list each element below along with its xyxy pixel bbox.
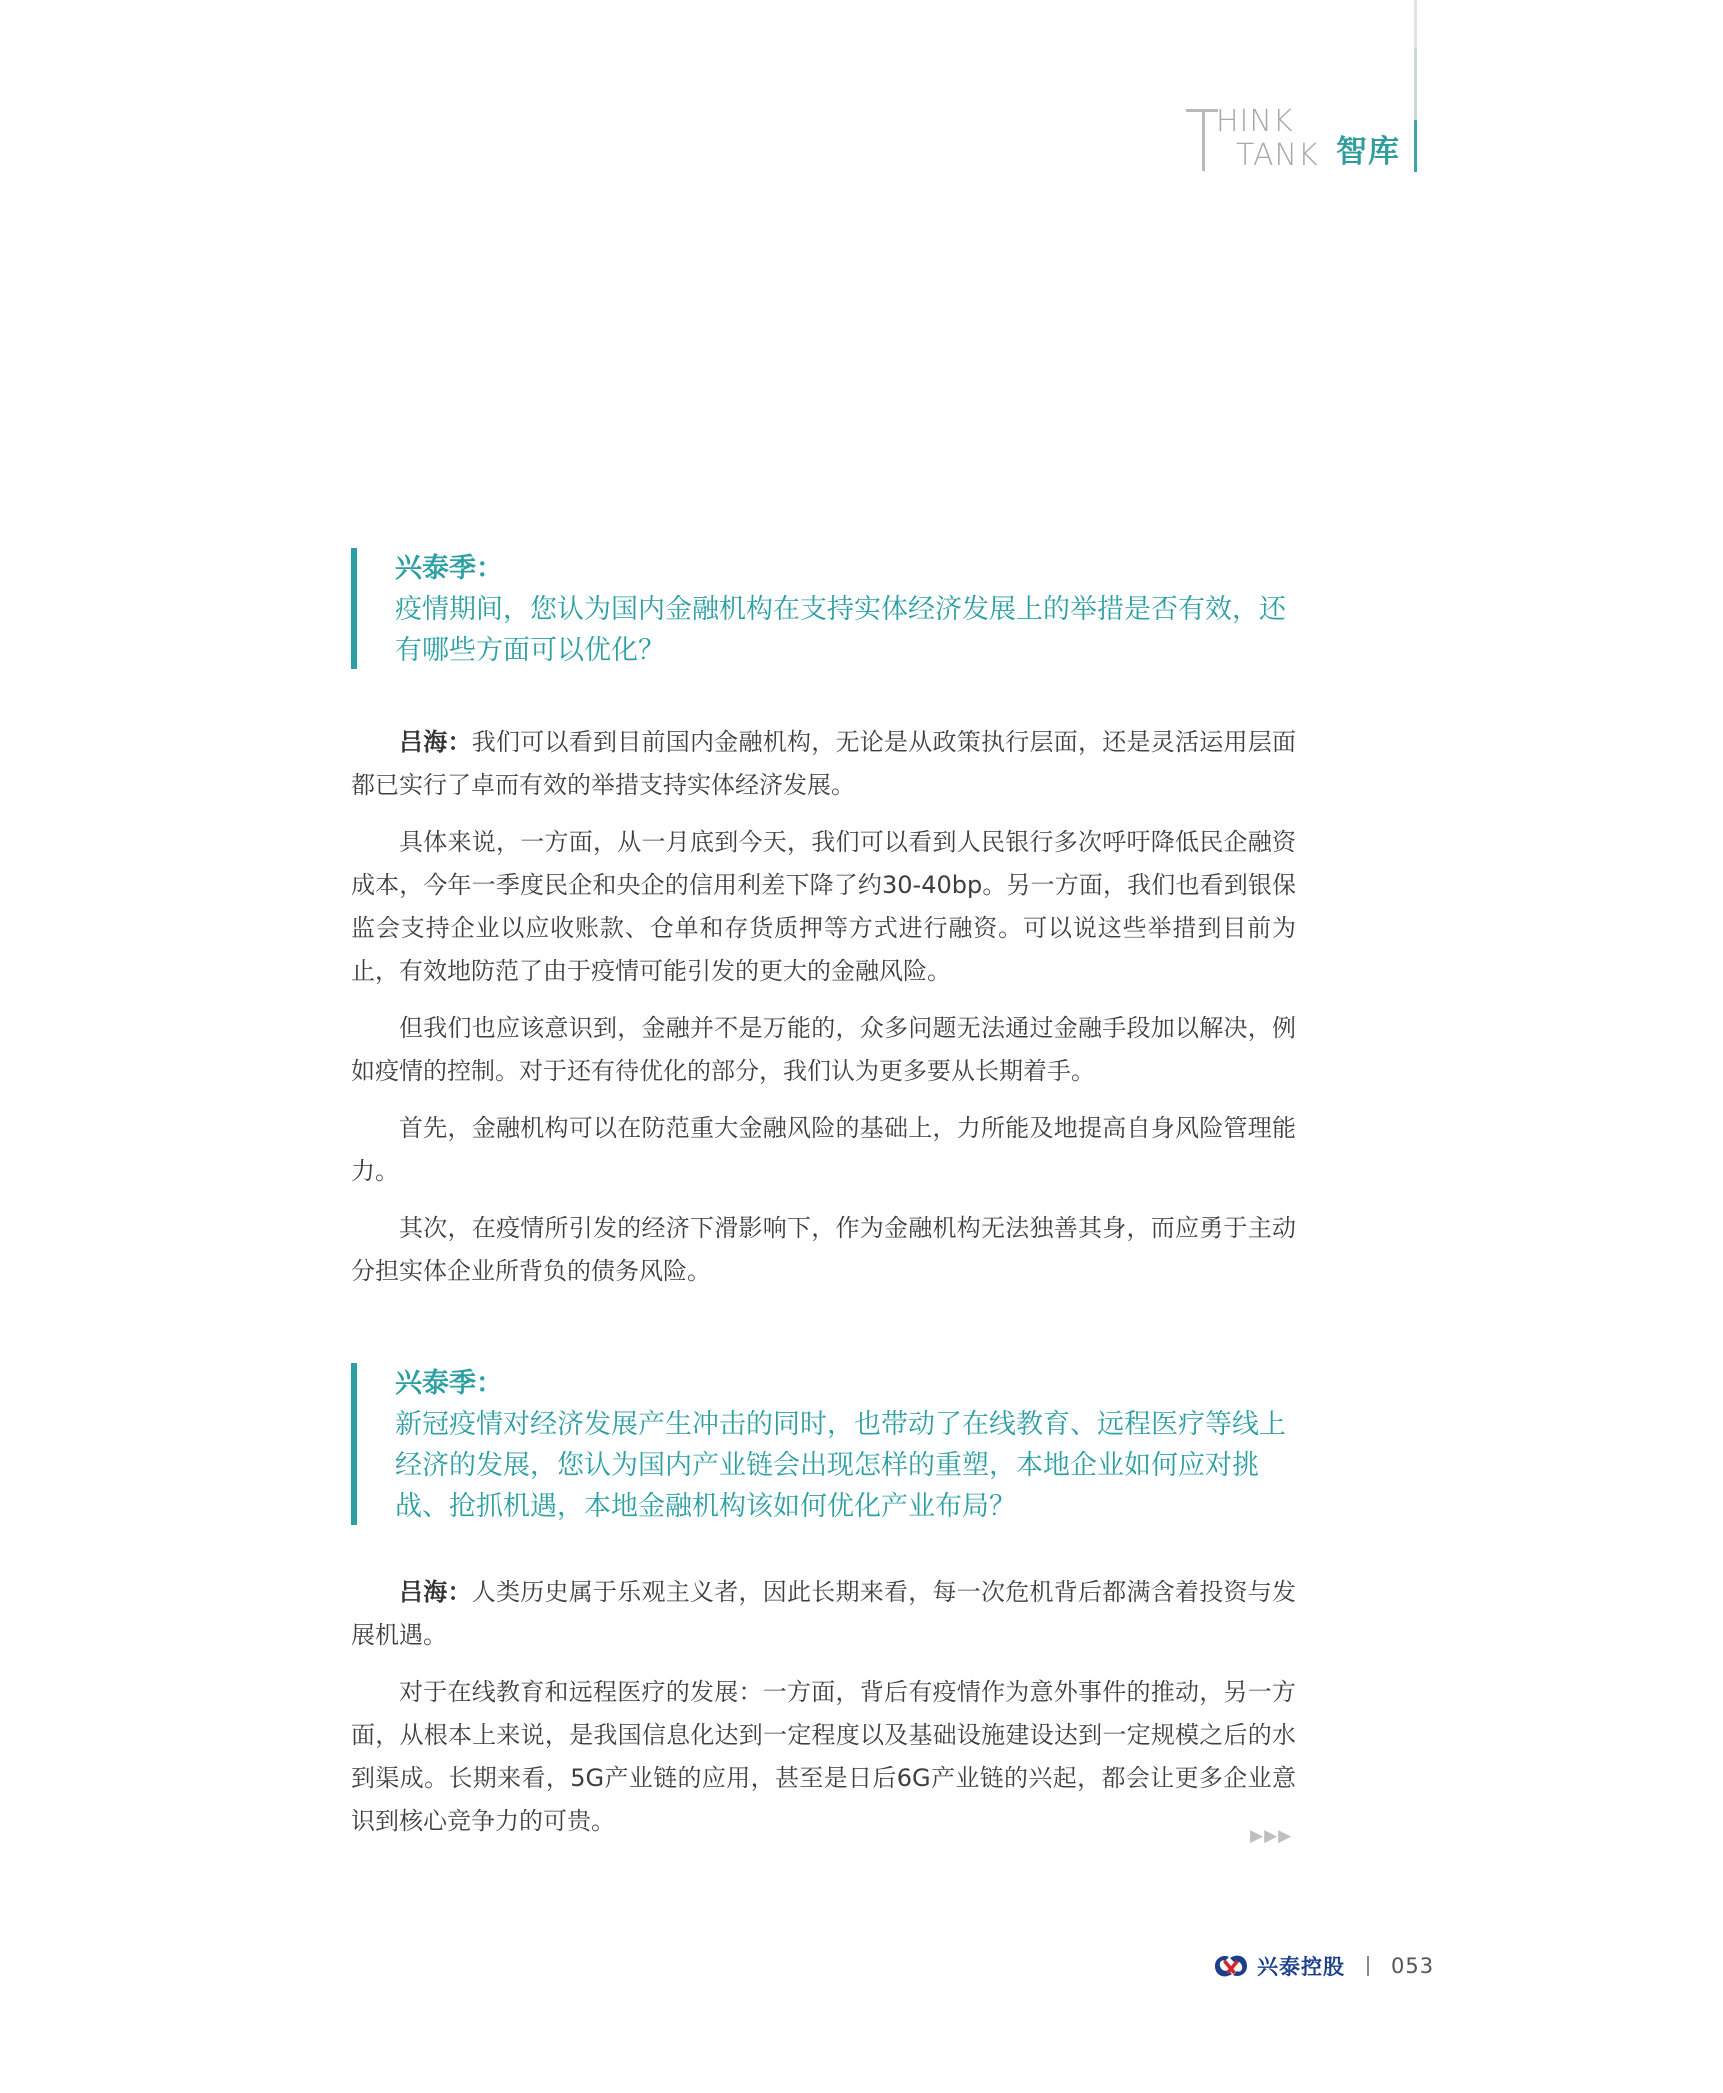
header-vertical-rule (1414, 0, 1417, 172)
question-asker: 兴泰季： (395, 553, 503, 584)
answer-paragraph-text: 人类历史属于乐观主义者，因此长期来看，每一次危机背后都满含着投资与发展机遇。 (351, 1578, 1296, 1649)
answer-paragraph (351, 721, 1296, 807)
question-asker: 兴泰季： (395, 1368, 503, 1399)
answer-speaker: 吕海： (399, 728, 472, 756)
answer-paragraph (351, 1571, 1296, 1657)
question-block (351, 1363, 1296, 1527)
answer-paragraph: 首先，金融机构可以在防范重大金融风险的基础上，力所能及地提高自身风险管理能力。 (351, 1114, 1296, 1185)
answer-paragraph: 但我们也应该意识到，金融并不是万能的，众多问题无法通过金融手段加以解决，例如疫情的控制。对于还有待优化的部分，我们认为更多要从长期着手。 (351, 1014, 1296, 1085)
answer-paragraph-text: 我们可以看到目前国内金融机构，无论是从政策执行层面，还是灵活运用层面都已实行了卓而有效的举措支持实体经济发展。 (351, 728, 1296, 799)
think-tank-logo (1186, 105, 1406, 175)
answer-paragraph: 其次，在疫情所引发的经济下滑影响下，作为金融机构无法独善其身，而应勇于主动分担实体企业所背负的债务风险。 (351, 1214, 1296, 1285)
continue-arrows-icon: ▶▶▶ (1250, 1826, 1293, 1846)
article-content (351, 548, 1296, 1857)
question-accent-bar (351, 548, 357, 669)
footer-separator (1367, 1956, 1369, 1976)
answer-block (351, 721, 1296, 1293)
answer-speaker: 吕海： (399, 1578, 472, 1606)
logo-chinese-text: 智库 (1336, 134, 1400, 170)
question-text: 新冠疫情对经济发展产生冲击的同时，也带动了在线教育、远程医疗等线上经济的发展，您认为国内产业链会出现怎样的重塑，本地企业如何应对挑战、抢抓机遇，本地金融机构该如何优化产业布局？ (395, 1409, 1286, 1522)
answer-paragraph: 对于在线教育和远程医疗的发展：一方面，背后有疫情作为意外事件的推动，另一方面，从根本上来说，是我国信息化达到一定程度以及基础设施建设达到一定规模之后的水到渠成。长期来看，5G产业链的应用，甚至是日后6G产业链的兴起，都会让更多企业意识到核心竞争力的可贵。 (351, 1678, 1296, 1835)
page-footer (1211, 1948, 1434, 1984)
question-accent-bar (351, 1363, 357, 1525)
answer-paragraph: 具体来说，一方面，从一月底到今天，我们可以看到人民银行多次呼吁降低民企融资成本，今年一季度民企和央企的信用利差下降了约30-40bp。另一方面，我们也看到银保监会支持企业以应收账款、仓单和存货质押等方式进行融资。可以说这些举措到目前为止，有效地防范了由于疫情可能引发的更大的金融风险。 (351, 828, 1296, 985)
question-text: 疫情期间，您认为国内金融机构在支持实体经济发展上的举措是否有效，还有哪些方面可以优化？ (395, 594, 1286, 666)
question-block (351, 548, 1296, 671)
company-brand-name: 兴泰控股 (1257, 1955, 1345, 1979)
answer-block (351, 1571, 1296, 1843)
logo-think-text: HINK (1216, 104, 1294, 139)
logo-tank-text: TANK (1236, 138, 1319, 173)
logo-t-stem (1202, 109, 1205, 171)
company-logo-icon (1211, 1951, 1251, 1981)
page-number: 053 (1391, 1954, 1435, 1978)
